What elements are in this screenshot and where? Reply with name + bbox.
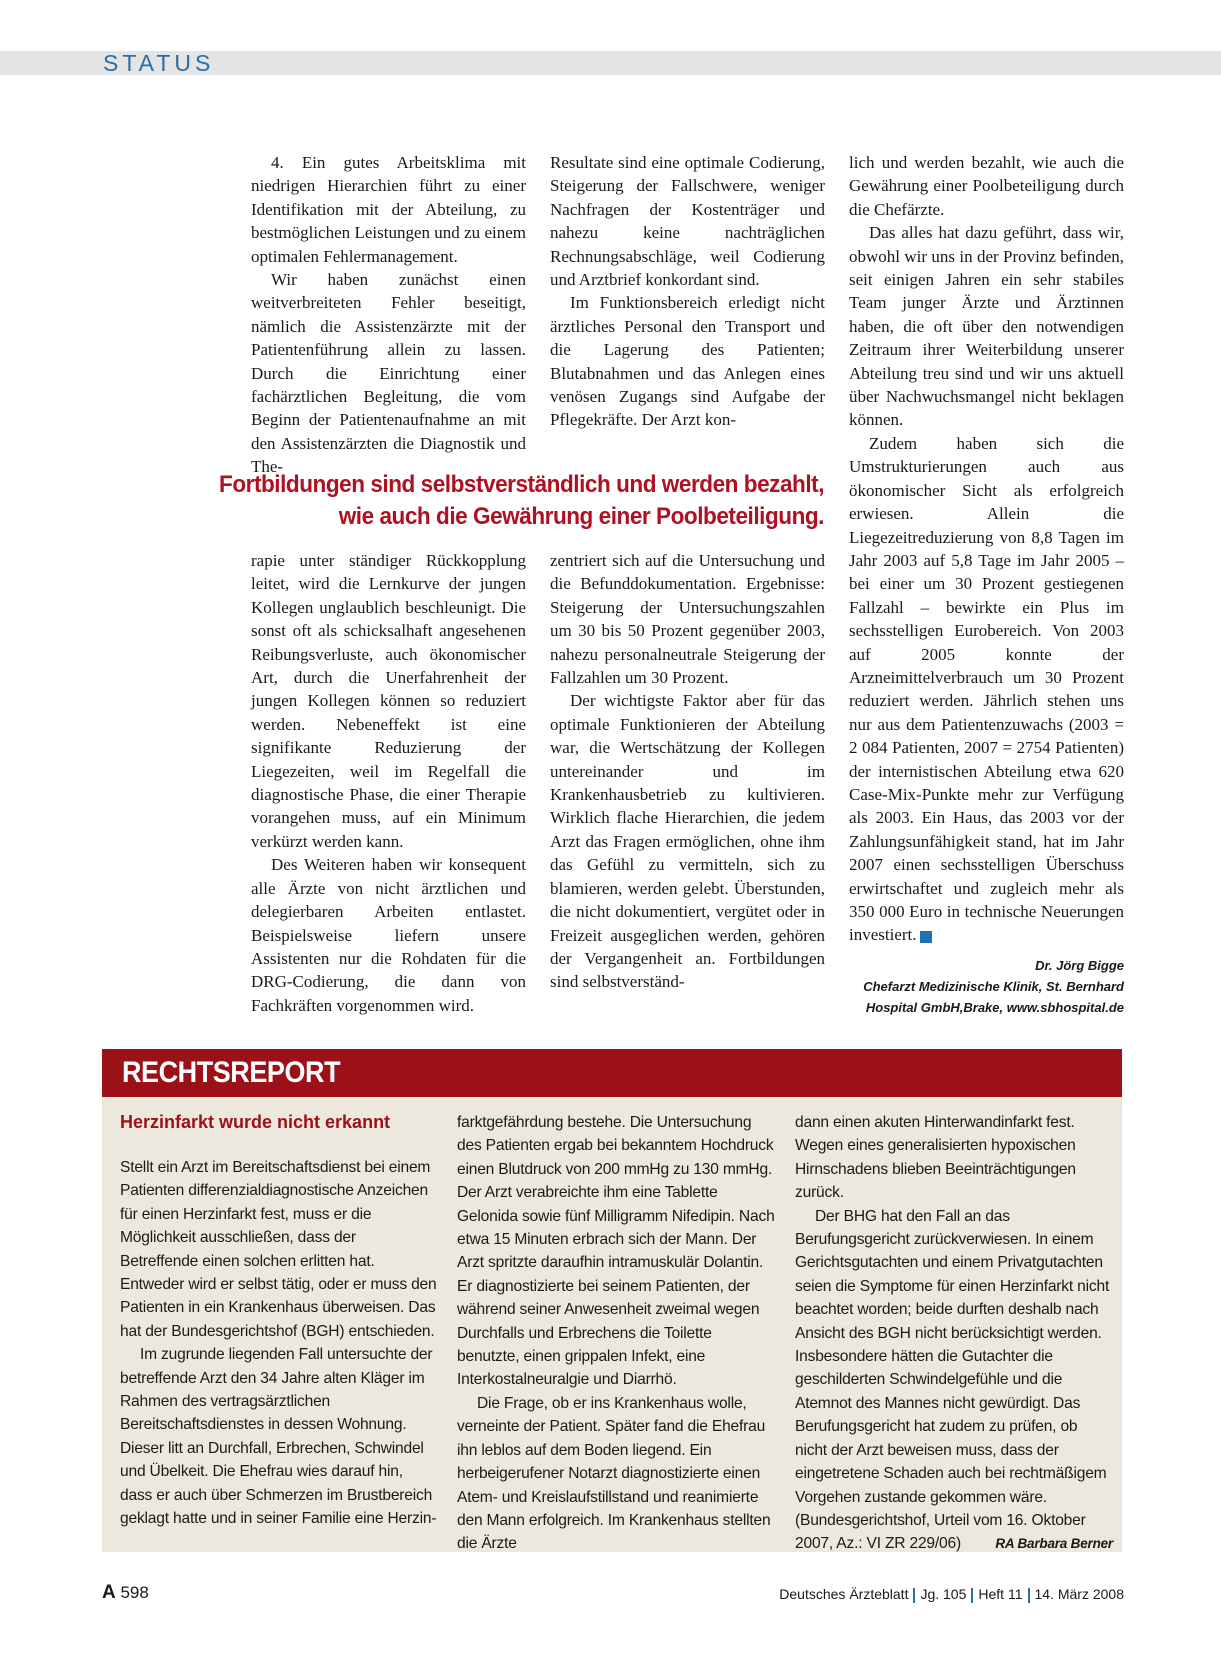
journal-name: Deutsches Ärzteblatt (779, 1586, 909, 1602)
paragraph (849, 432, 1124, 947)
separator (913, 1588, 915, 1603)
rechtsreport-col1 (120, 1156, 438, 1531)
paragraph: lich und werden bezahlt, wie auch die Gewährung einer Poolbeteiligung durch die Chefärzte. (849, 153, 1124, 219)
paragraph: Die Frage, ob er ins Krankenhaus wolle, verneinte der Patient. Später fand die Ehefrau ihn leblos auf dem Boden liegend. Ein herbeigerufener Notarzt diagnostizierte einen Atem- und Kreislaufstillstand und reanimierte den Mann erfolgreich. Im Krankenhaus stellten die Ärzte (457, 1394, 771, 1553)
paragraph: Resultate sind eine optimale Codierung, Steigerung der Fallschwere, weniger Nachfragen der Kostenträger und nahezu keine nachträglichen Rechnungsabschläge, weil Codierung und Arztbrief konkordant sind. (550, 153, 825, 290)
page-prefix: A (102, 1582, 116, 1603)
paragraph: Das alles hat dazu geführt, dass wir, obwohl wir uns in der Provinz befinden, seit einigen Jahren ein sehr stabiles Team junger Ärzte und Ärztinnen haben, die oft über den notwendigen Zeitraum ihrer Weiterbildung unserer Abteilung treu sind und wir uns aktuell über Nachwuchsmangel nicht beklagen können. (849, 223, 1124, 430)
article-col3 (849, 151, 1124, 947)
paragraph: Im Funktionsbereich erledigt nicht ärztliches Personal den Transport und die Lagerung des Patienten; Blutabnahmen und das Anlegen eines venösen Zugangs sind Aufgabe der Pflegekräfte. Der Arzt kon- (550, 293, 825, 430)
pull-quote (180, 469, 824, 533)
paragraph: zentriert sich auf die Untersuchung und die Befunddokumentation. Ergebnisse: Steigerung der Untersuchungszahlen um 30 bis 50 Prozent gegenüber 2003, nahezu personalneutrale Steigerung der Fallzahlen um 30 Prozent. (550, 551, 825, 688)
pull-quote-line: Fortbildungen sind selbstverständlich und werden bezahlt, (219, 471, 824, 498)
journal-footer (779, 1584, 1124, 1604)
end-mark-icon (920, 931, 932, 943)
paragraph (795, 1205, 1113, 1556)
article-col2-top (550, 151, 825, 432)
rechtsreport-author: RA Barbara Berner (995, 1536, 1113, 1552)
paragraph: Des Weiteren haben wir konsequent alle Ärzte von nicht ärztlichen und delegierbaren Arbeiten entlastet. Beispielsweise liefern unsere Assistenten nur die Rohdaten für die DRG-Codierung, die dann von Fachkräften vorgenommen wird. (251, 855, 526, 1015)
paragraph: Im zugrunde liegenden Fall untersuchte der betreffende Arzt den 34 Jahre alten Kläger im Rahmen des vertragsärztlichen Bereitschaftsdienstes in dessen Wohnung. Dieser litt an Durchfall, Erbrechen, Schwindel und Übelkeit. Die Ehefrau wies darauf hin, dass er auch über Schmerzen im Brustbereich geklagt hatte und in seiner Familie eine Herzin- (120, 1346, 437, 1528)
journal-volume: Jg. 105 (920, 1586, 967, 1602)
paragraph: Wir haben zunächst einen weitverbreiteten Fehler beseitigt, nämlich die Assistenzärzte mit der Patientenführung allein zu lassen. Durch die Einrichtung einer fachärztlichen Begleitung, die vom Beginn der Patientenaufnahme an mit den Assistenzärzten die Diagnostik und The- (251, 270, 526, 477)
section-label: STATUS (103, 50, 215, 76)
journal-issue: Heft 11 (978, 1586, 1023, 1602)
article-col2-bottom (550, 549, 825, 994)
paragraph: 4. Ein gutes Arbeitsklima mit niedrigen Hierarchien führt zu einer Identifikation mit der Abteilung, zu bestmöglichen Leistungen und zu einem optimalen Fehlermanagement. (251, 153, 526, 266)
article-col1-top (251, 151, 526, 479)
article-col1-bottom (251, 549, 526, 1017)
page-number-value: 598 (120, 1583, 149, 1602)
author-affiliation: Chefarzt Medizinische Klinik, St. Bernhard (863, 979, 1124, 994)
author-name: Dr. Jörg Bigge (1035, 958, 1124, 973)
paragraph-text: Zudem haben sich die Umstrukturierungen auch aus ökonomischer Sicht als erfolgreich erwiesen. Allein die Liegezeitreduzierung von 8,8 Tagen im Jahr 2003 auf 5,8 Tage im Jahr 2005 – bei einer um 30 Prozent gestiegenen Fallzahl – bewirkte ein Plus im sechsstelligen Eurobereich. Von 2003 auf 2005 konnte der Arzneimittelverbrauch um 30 Prozent reduziert werden. Jährlich stehen uns nur aus dem Patientenzuwachs (2003 = 2 084 Patienten, 2007 = 2754 Patienten) der internistischen Abteilung etwa 620 Case-Mix-Punkte mehr zur Verfügung als 2003. Ein Haus, das 2003 vor der Zahlungsunfähigkeit stand, hat im Jahr 2007 einen sechsstelligen Überschuss erwirtschaftet und zugleich mehr als 350 000 Euro in technische Neuerungen investiert. (849, 433, 1124, 945)
paragraph: Der wichtigste Faktor aber für das optimale Funktionieren der Abteilung war, die Wertschätzung der Kollegen untereinander und im Krankenhausbetrieb zu kultivieren. Wirklich flache Hierarchien, die jedem Arzt das Fragen ermöglichen, ohne ihm das Gefühl zu vermitteln, sich zu blamieren, werden gelebt. Überstunden, die nicht dokumentiert, vergütet oder in Freizeit ausgeglichen werden, gehören der Vergangenheit an. Fortbildungen sind selbstverständ- (550, 691, 825, 992)
separator (1028, 1588, 1030, 1603)
rechtsreport-subtitle: Herzinfarkt wurde nicht erkannt (120, 1112, 391, 1132)
author-affiliation: Hospital GmbH,Brake, www.sbhospital.de (865, 1000, 1124, 1015)
paragraph-text: Der BHG hat den Fall an das Berufungsgericht zurückverwiesen. In einem Gerichtsgutachten und einem Privatgutachten seien die Symptome für einen Herzinfarkt nicht beachtet worden; beide durften deshalb nach Ansicht des BGH nicht berücksichtigt werden. Insbesondere hätten die Gutachter die geschilderten Schwindelgefühle und die Atemnot des Mannes nicht gewürdigt. Das Berufungsgericht hat zudem zu prüfen, ob nicht der Arzt beweisen muss, dass der eingetretene Schaden auch bei rechtmäßigem Vorgehen zustande gekommen wäre. (Bundesgerichtshof, Urteil vom 16. Oktober 2007, Az.: VI ZR 229/06) (795, 1207, 1110, 1553)
journal-date: 14. März 2008 (1034, 1586, 1124, 1602)
rechtsreport-col3 (795, 1111, 1113, 1556)
rechtsreport-col2 (457, 1111, 775, 1556)
paragraph: farktgefährdung bestehe. Die Untersuchung des Patienten ergab bei bekanntem Hochdruck einen Blutdruck von 200 mmHg zu 130 mmHg. Der Arzt verabreichte ihm eine Tablette Gelonida sowie fünf Milligramm Nifedipin. Nach etwa 15 Minuten erbrach sich der Mann. Der Arzt spritzte daraufhin intramuskulär Dolantin. Er diagnostizierte bei seinem Patienten, der während seiner Anwesenheit zweimal wegen Durchfalls und Erbrechens die Toilette benutzte, einen grippalen Infekt, eine Interkostalneuralgie und Diarrhö. (457, 1114, 775, 1389)
paragraph: rapie unter ständiger Rückkopplung leitet, wird die Lernkurve der jungen Kollegen unglaublich beschleunigt. Die sonst oft als schicksalhaft angesehenen Reibungsverluste, auch ökonomischer Art, durch die Unerfahrenheit der jungen Kollegen können so reduziert werden. Nebeneffekt ist eine signifikante Reduzierung der Liegezeiten, weil im Regelfall die diagnostische Phase, die einer Therapie vorangehen muss, auf ein Minimum verkürzt werden kann. (251, 551, 526, 851)
paragraph: dann einen akuten Hinterwandinfarkt fest. Wegen eines generalisierten hypoxischen Hirnschadens blieben Beeinträchtigungen zurück. (795, 1114, 1076, 1202)
separator (971, 1588, 973, 1603)
article-author (863, 955, 1124, 1018)
pull-quote-line: wie auch die Gewährung einer Poolbeteiligung. (338, 503, 824, 530)
page-number (102, 1582, 149, 1604)
rechtsreport-title: RECHTSREPORT (122, 1056, 341, 1089)
paragraph: Stellt ein Arzt im Bereitschaftsdienst bei einem Patienten differenzialdiagnostische Anzeichen für einen Herzinfarkt fest, muss er die Möglichkeit ausschließen, dass der Betreffende einen solchen erlitten hat. Entweder wird er selbst tätig, oder er muss den Patienten in ein Krankenhaus überweisen. Das hat der Bundesgerichtshof (BGH) entschieden. (120, 1159, 437, 1340)
